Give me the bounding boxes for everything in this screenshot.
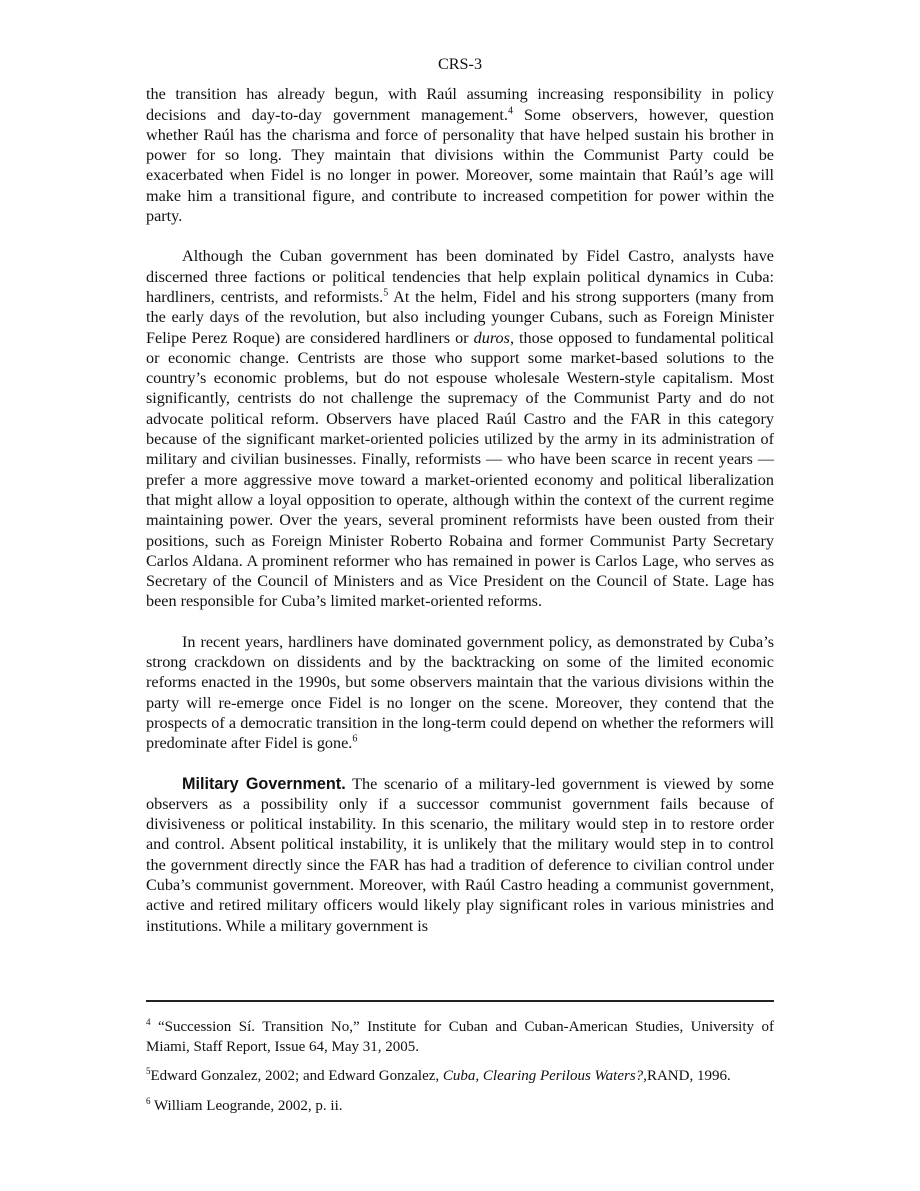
italic-title: Cuba, Clearing Perilous Waters?, <box>442 1068 647 1084</box>
document-page <box>146 54 774 956</box>
paragraph-4 <box>146 774 774 936</box>
paragraph-text: the transition has already begun, with Raúl assuming increasing responsibility in policy decisions and day-to-day government management. <box>146 85 774 124</box>
paragraph-text: The scenario of a military-led government is viewed by some observers as a possibility only if a successor communist government fails because of divisiveness or political instability. In this scenario, the military would step in to restore order and control. Absent political instability, it is unlikely that the military would step in to control the government directly since the FAR has had a tradition of deference to civilian control under Cuba’s communist government. Moreover, with Raúl Castro heading a communist government, active and retired military officers would likely play significant roles in various ministries and institutions. While a military government is <box>146 774 774 935</box>
paragraph-2 <box>146 246 774 611</box>
footnote-ref-6[interactable]: 6 <box>352 733 358 745</box>
footnote-5 <box>146 1067 774 1087</box>
footnote-4 <box>146 1018 774 1057</box>
footnote-number: 4 <box>146 1017 151 1027</box>
paragraph-text: Although the Cuban government has been dominated by Fidel Castro, analysts have discerned three factions or political tendencies that help explain political dynamics in Cuba: hardliners, centrists, and reformists. <box>146 247 774 306</box>
footnotes <box>146 1018 774 1126</box>
footnote-number: 5 <box>146 1066 151 1076</box>
paragraph-text: At the helm, Fidel and his strong supporters (many from the early days of the revolution, but also including younger Cubans, such as Foreign Minister Felipe Perez Roque) are considered hardliners or <box>146 287 774 347</box>
page-header: CRS-3 <box>437 55 483 73</box>
footnote-6 <box>146 1097 774 1117</box>
footnote-text: “Succession Sí. Transition No,” Institute for Cuban and Cuban-American Studies, University of Miami, Staff Report, Issue 64, May 31, 2005. <box>146 1019 774 1055</box>
paragraph-text: In recent years, hardliners have dominated government policy, as demonstrated by Cuba’s strong crackdown on dissidents and by the backtracking on some of the limited economic reforms enacted in the 1990s, but some observers maintain that the various divisions within the party will re-emerge once Fidel is no longer on the scene. Moreover, they contend that the prospects of a democratic transition in the long-term could depend on whether the reformers will predominate after Fidel is gone. <box>146 632 774 753</box>
footnote-separator <box>146 1000 774 1002</box>
paragraph-text: Some observers, however, question whether Raúl has the charisma and force of personality that have helped sustain his brother in power for so long. They maintain that divisions within the Communist Party could be exacerbated when Fidel is no longer in power. Moreover, some maintain that Raúl’s age will make him a transitional figure, and contribute to increased competition for power within the party. <box>146 105 774 226</box>
footnote-ref-4[interactable]: 4 <box>507 105 513 117</box>
paragraph-1 <box>146 84 774 226</box>
footnote-ref-5[interactable]: 5 <box>383 287 389 299</box>
paragraph-3 <box>146 632 774 754</box>
footnote-number: 6 <box>146 1095 151 1106</box>
footnote-text: William Leogrande, 2002, p. ii. <box>150 1097 343 1114</box>
italic-term: duros <box>473 328 510 347</box>
section-heading: Military Government. <box>182 774 346 793</box>
paragraph-text: , those opposed to fundamental political or economic change. Centrists are those who support some market-based solutions to the country’s economic problems, but do not espouse wholesale Western-style capitalism. Most significantly, centrists do not challenge the supremacy of the Communist Party and do not advocate political reform. Observers have placed Raúl Castro and the FAR in this category because of the significant market-oriented policies utilized by the army in its administration of military and civilian businesses. Finally, reformists — who have been scarce in recent years — prefer a more aggressive move toward a market-oriented economy and political liberalization that might allow a loyal opposition to operate, although within the context of the current regime maintaining power. Over the years, several prominent reformists have been ousted from their positions, such as Foreign Minister Roberto Robaina and former Communist Party Secretary Carlos Aldana. A prominent reformer who has remained in power is Carlos Lage, who serves as Secretary of the Council of Ministers and as Vice President on the Council of State. Lage has been responsible for Cuba’s limited market-oriented reforms. <box>146 328 774 611</box>
footnote-text: Edward Gonzalez, 2002; and Edward Gonzalez, <box>150 1068 443 1084</box>
footnote-text: RAND, 1996. <box>646 1068 731 1084</box>
